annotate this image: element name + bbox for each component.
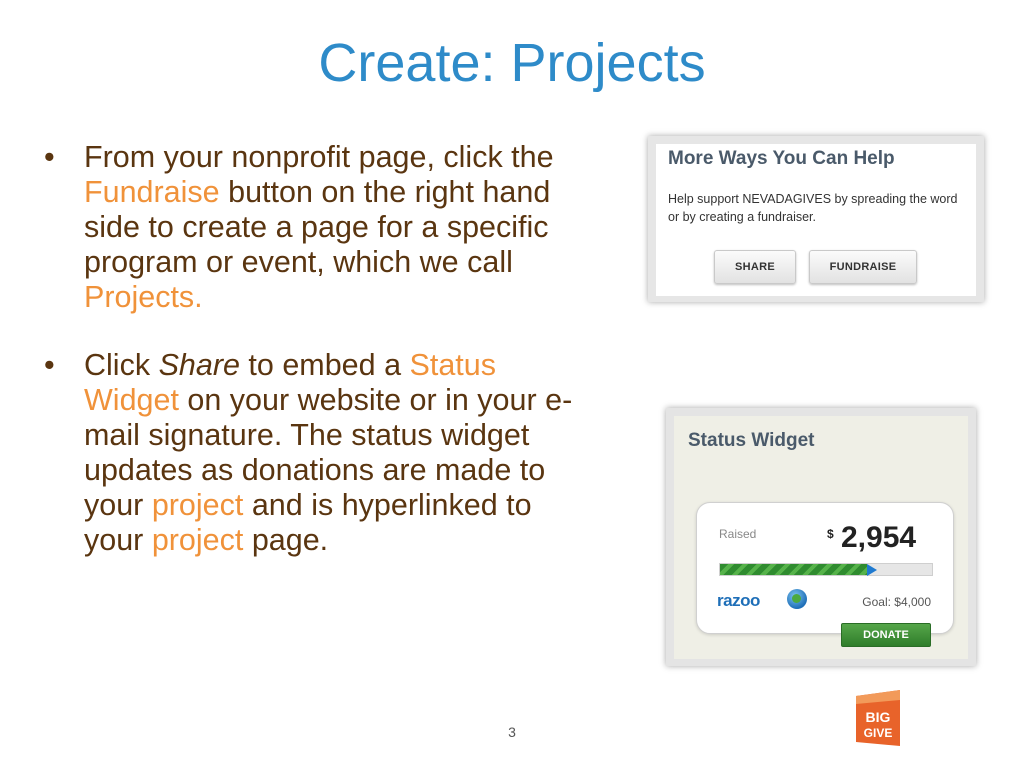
progress-fill [720,564,867,575]
status-widget-title: Status Widget [688,430,815,451]
help-panel-title: More Ways You Can Help [668,148,895,169]
bullet-dot-icon: • [44,348,55,382]
globe-icon [787,589,807,609]
bullet-text: Click [84,348,159,382]
bullet-text: From your nonprofit page, click the [84,140,554,174]
progress-bar [719,563,933,576]
status-widget-screenshot [666,408,976,666]
help-panel-screenshot [648,136,984,302]
italic-share: Share [158,348,240,382]
bullet-text: on your website or in your e-mail signature. The status widget updates as donations are made to your [84,383,573,522]
status-widget-card[interactable] [696,502,954,641]
raised-label: Raised [719,527,757,541]
share-button[interactable]: SHARE [714,250,796,284]
bullet-text: to embed a [239,348,410,382]
razoo-logo[interactable]: razoo [717,591,760,610]
highlight-projects: Projects. [84,280,203,314]
help-panel-text: Help support NEVADAGIVES by spreading the word or by creating a fundraiser. [668,192,958,224]
highlight-status-widget: Status Widget [84,348,496,417]
bullet-list [44,140,574,591]
svg-text:GIVE: GIVE [863,726,893,740]
goal-text: Goal: $4,000 [862,595,931,609]
progress-arrow-icon [867,564,877,576]
slide-title: Create: Projects [318,33,706,93]
big-give-logo [856,690,900,746]
bullet-text: button on the right hand side to create a page for a specific program or event, which we call [84,175,551,279]
highlight-project: project [151,523,244,557]
status-widget-inner [674,416,968,659]
bullet-text: page. [243,523,329,557]
bullet-dot-icon: • [44,140,55,174]
bullet-item-fundraise [44,140,574,315]
donate-button[interactable]: DONATE [841,623,931,647]
raised-amount: 2,954 [841,521,917,554]
highlight-project: project [151,488,244,522]
help-panel-inner [656,144,976,296]
bullet-item-share [44,348,574,558]
bullet-text: and is hyperlinked to your [84,488,532,557]
currency-symbol: $ [827,527,834,541]
highlight-fundraise: Fundraise [84,175,220,209]
page-number: 3 [508,724,516,740]
svg-text:BIG: BIG [865,709,891,725]
fundraise-button[interactable]: FUNDRAISE [809,250,917,284]
